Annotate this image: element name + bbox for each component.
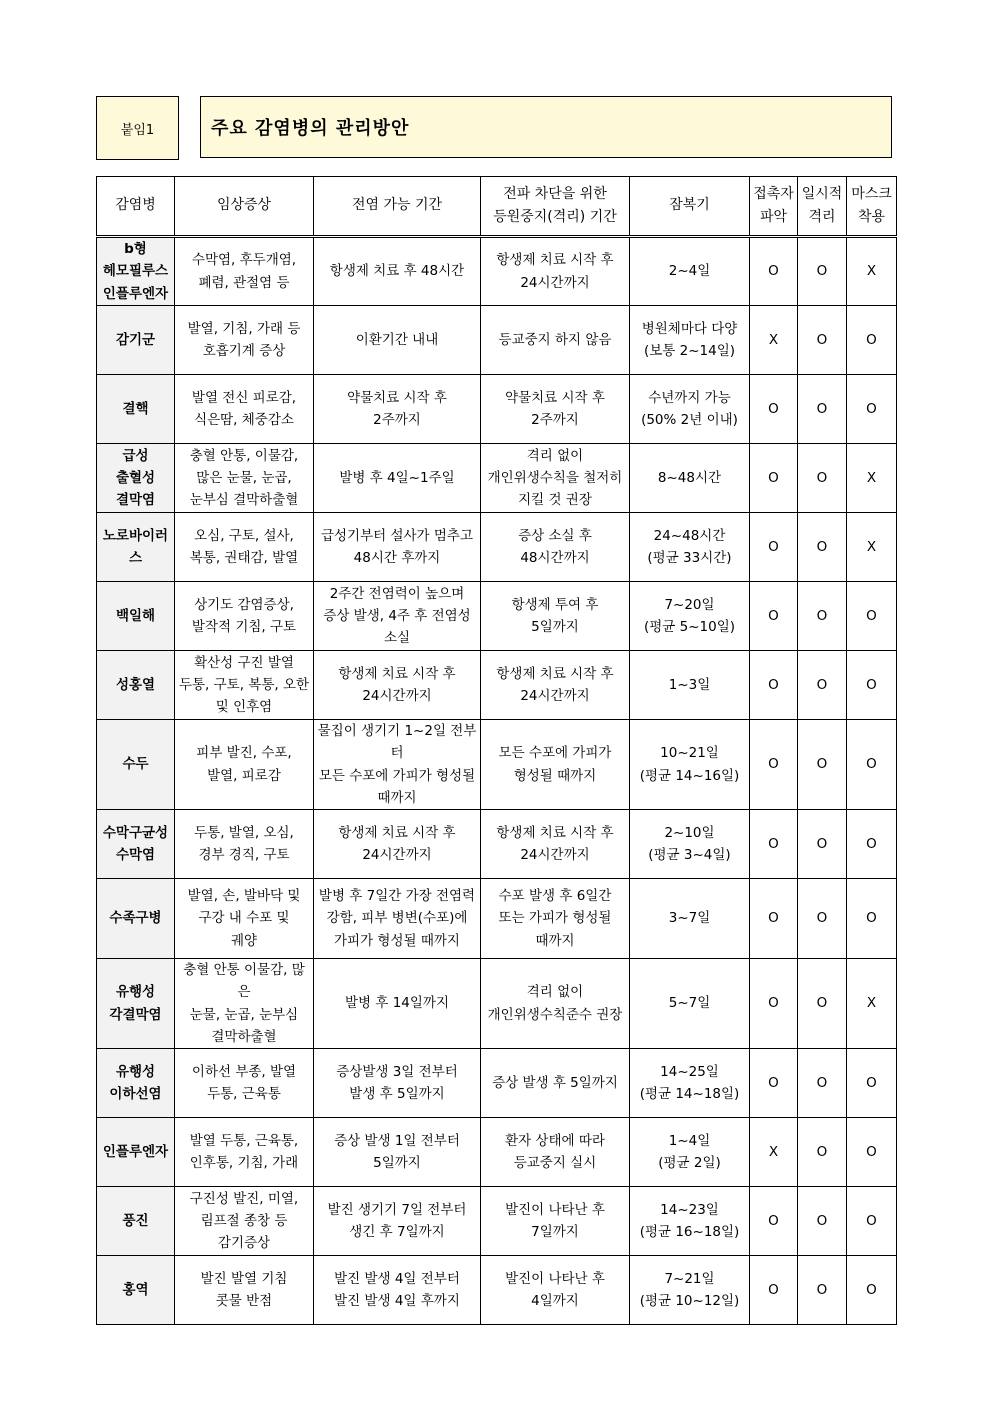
- isolation-mark: O: [798, 1187, 847, 1256]
- contact-tracing-mark: O: [750, 375, 798, 444]
- mask-mark: O: [847, 1256, 897, 1325]
- contact-tracing-mark: O: [750, 1049, 798, 1118]
- isolation-mark: O: [798, 1256, 847, 1325]
- table-row: [97, 1187, 897, 1256]
- symptoms-cell: 확산성 구진 발열 두통, 구토, 복통, 오한 및 인후염: [175, 651, 314, 720]
- contagious-period-cell: 항생제 치료 시작 후 24시간까지: [314, 651, 481, 720]
- isolation-mark: O: [798, 306, 847, 375]
- disease-name: 노로바이러 스: [97, 513, 175, 582]
- isolation-mark: O: [798, 375, 847, 444]
- isolation-mark: O: [798, 582, 847, 651]
- mask-mark: O: [847, 879, 897, 959]
- table-row: [97, 651, 897, 720]
- contagious-period-cell: 발병 후 7일간 가장 전염력 강함, 피부 병변(수포)에 가피가 형성될 때까지: [314, 879, 481, 959]
- exclusion-period-cell: 약물치료 시작 후 2주까지: [481, 375, 630, 444]
- table-row: [97, 513, 897, 582]
- symptoms-cell: 두통, 발열, 오심, 경부 경직, 구토: [175, 810, 314, 879]
- contact-tracing-mark: O: [750, 720, 798, 810]
- exclusion-period-cell: 증상 발생 후 5일까지: [481, 1049, 630, 1118]
- disease-name: 홍역: [97, 1256, 175, 1325]
- contact-tracing-mark: O: [750, 237, 798, 306]
- contact-tracing-mark: O: [750, 810, 798, 879]
- incubation-cell: 10~21일 (평균 14~16일): [630, 720, 750, 810]
- incubation-cell: 3~7일: [630, 879, 750, 959]
- symptoms-cell: 수막염, 후두개염, 폐렴, 관절염 등: [175, 237, 314, 306]
- table-row: [97, 879, 897, 959]
- symptoms-cell: 이하선 부종, 발열 두통, 근육통: [175, 1049, 314, 1118]
- disease-name: 감기군: [97, 306, 175, 375]
- contact-tracing-mark: O: [750, 513, 798, 582]
- contagious-period-cell: 약물치료 시작 후 2주까지: [314, 375, 481, 444]
- contact-tracing-mark: X: [750, 306, 798, 375]
- exclusion-period-cell: 등교중지 하지 않음: [481, 306, 630, 375]
- exclusion-period-cell: 격리 없이 개인위생수칙준수 권장: [481, 959, 630, 1049]
- contact-tracing-mark: O: [750, 879, 798, 959]
- exclusion-period-cell: 항생제 치료 시작 후 24시간까지: [481, 810, 630, 879]
- mask-mark: X: [847, 959, 897, 1049]
- exclusion-period-cell: 항생제 투여 후 5일까지: [481, 582, 630, 651]
- mask-mark: O: [847, 582, 897, 651]
- column-header: 임상증상: [175, 177, 314, 237]
- table-row: [97, 810, 897, 879]
- mask-mark: X: [847, 513, 897, 582]
- contagious-period-cell: 이환기간 내내: [314, 306, 481, 375]
- disease-name: 성홍열: [97, 651, 175, 720]
- contact-tracing-mark: O: [750, 651, 798, 720]
- disease-name: 인플루엔자: [97, 1118, 175, 1187]
- exclusion-period-cell: 항생제 치료 시작 후 24시간까지: [481, 237, 630, 306]
- disease-name: b형 헤모필루스 인플루엔자: [97, 237, 175, 306]
- symptoms-cell: 발열, 기침, 가래 등 호흡기계 증상: [175, 306, 314, 375]
- disease-name: 유행성 이하선염: [97, 1049, 175, 1118]
- contagious-period-cell: 항생제 치료 후 48시간: [314, 237, 481, 306]
- table-row: [97, 444, 897, 513]
- contact-tracing-mark: O: [750, 582, 798, 651]
- mask-mark: O: [847, 306, 897, 375]
- isolation-mark: O: [798, 1049, 847, 1118]
- isolation-mark: O: [798, 444, 847, 513]
- contact-tracing-mark: O: [750, 959, 798, 1049]
- symptoms-cell: 발열 두통, 근육통, 인후통, 기침, 가래: [175, 1118, 314, 1187]
- contact-tracing-mark: O: [750, 1187, 798, 1256]
- exclusion-period-cell: 발진이 나타난 후 4일까지: [481, 1256, 630, 1325]
- contagious-period-cell: 발병 후 4일~1주일: [314, 444, 481, 513]
- contact-tracing-mark: O: [750, 1256, 798, 1325]
- mask-mark: O: [847, 375, 897, 444]
- incubation-cell: 수년까지 가능 (50% 2년 이내): [630, 375, 750, 444]
- table-row: [97, 306, 897, 375]
- isolation-mark: O: [798, 651, 847, 720]
- table-row: [97, 375, 897, 444]
- header: [96, 96, 894, 160]
- symptoms-cell: 충혈 안통 이물감, 많은 눈물, 눈곱, 눈부심 결막하출혈: [175, 959, 314, 1049]
- incubation-cell: 1~4일 (평균 2일): [630, 1118, 750, 1187]
- disease-name: 수막구균성 수막염: [97, 810, 175, 879]
- symptoms-cell: 발진 발열 기침 콧물 반점: [175, 1256, 314, 1325]
- contagious-period-cell: 증상발생 3일 전부터 발생 후 5일까지: [314, 1049, 481, 1118]
- isolation-mark: O: [798, 1118, 847, 1187]
- contagious-period-cell: 2주간 전염력이 높으며 증상 발생, 4주 후 전염성 소실: [314, 582, 481, 651]
- incubation-cell: 24~48시간 (평균 33시간): [630, 513, 750, 582]
- symptoms-cell: 발열, 손, 발바닥 및 구강 내 수포 및 궤양: [175, 879, 314, 959]
- disease-name: 유행성 각결막염: [97, 959, 175, 1049]
- symptoms-cell: 구진성 발진, 미열, 림프절 종창 등 감기증상: [175, 1187, 314, 1256]
- table-row: [97, 720, 897, 810]
- mask-mark: O: [847, 810, 897, 879]
- table-row: [97, 237, 897, 306]
- disease-name: 풍진: [97, 1187, 175, 1256]
- symptoms-cell: 충혈 안통, 이물감, 많은 눈물, 눈곱, 눈부심 결막하출혈: [175, 444, 314, 513]
- page-title: 주요 감염병의 관리방안: [200, 96, 892, 158]
- table-header-row: [97, 177, 897, 237]
- isolation-mark: O: [798, 959, 847, 1049]
- exclusion-period-cell: 항생제 치료 시작 후 24시간까지: [481, 651, 630, 720]
- column-header: 전염 가능 기간: [314, 177, 481, 237]
- table-row: [97, 1118, 897, 1187]
- isolation-mark: O: [798, 720, 847, 810]
- disease-name: 급성 출혈성 결막염: [97, 444, 175, 513]
- symptoms-cell: 발열 전신 피로감, 식은땀, 체중감소: [175, 375, 314, 444]
- table-row: [97, 959, 897, 1049]
- isolation-mark: O: [798, 513, 847, 582]
- contact-tracing-mark: O: [750, 444, 798, 513]
- column-header: 전파 차단을 위한 등원중지(격리) 기간: [481, 177, 630, 237]
- incubation-cell: 8~48시간: [630, 444, 750, 513]
- mask-mark: O: [847, 651, 897, 720]
- exclusion-period-cell: 격리 없이 개인위생수칙을 철저히 지킬 것 권장: [481, 444, 630, 513]
- symptoms-cell: 오심, 구토, 설사, 복통, 권태감, 발열: [175, 513, 314, 582]
- table-row: [97, 1256, 897, 1325]
- contagious-period-cell: 발진 발생 4일 전부터 발진 발생 4일 후까지: [314, 1256, 481, 1325]
- column-header: 마스크 착용: [847, 177, 897, 237]
- mask-mark: O: [847, 1118, 897, 1187]
- exclusion-period-cell: 환자 상태에 따라 등교중지 실시: [481, 1118, 630, 1187]
- table-row: [97, 1049, 897, 1118]
- mask-mark: X: [847, 444, 897, 513]
- column-header: 감염병: [97, 177, 175, 237]
- disease-name: 백일해: [97, 582, 175, 651]
- incubation-cell: 14~23일 (평균 16~18일): [630, 1187, 750, 1256]
- isolation-mark: O: [798, 237, 847, 306]
- incubation-cell: 2~10일 (평균 3~4일): [630, 810, 750, 879]
- mask-mark: O: [847, 1187, 897, 1256]
- exclusion-period-cell: 발진이 나타난 후 7일까지: [481, 1187, 630, 1256]
- contagious-period-cell: 발병 후 14일까지: [314, 959, 481, 1049]
- symptoms-cell: 상기도 감염증상, 발작적 기침, 구토: [175, 582, 314, 651]
- table-row: [97, 582, 897, 651]
- disease-management-table: [96, 176, 897, 1325]
- column-header: 잠복기: [630, 177, 750, 237]
- column-header: 접촉자 파악: [750, 177, 798, 237]
- contagious-period-cell: 발진 생기기 7일 전부터 생긴 후 7일까지: [314, 1187, 481, 1256]
- mask-mark: O: [847, 720, 897, 810]
- contagious-period-cell: 증상 발생 1일 전부터 5일까지: [314, 1118, 481, 1187]
- attachment-tag: 붙임1: [96, 96, 179, 160]
- contagious-period-cell: 항생제 치료 시작 후 24시간까지: [314, 810, 481, 879]
- incubation-cell: 7~20일 (평균 5~10일): [630, 582, 750, 651]
- disease-name: 결핵: [97, 375, 175, 444]
- incubation-cell: 5~7일: [630, 959, 750, 1049]
- disease-name: 수두: [97, 720, 175, 810]
- incubation-cell: 14~25일 (평균 14~18일): [630, 1049, 750, 1118]
- mask-mark: X: [847, 237, 897, 306]
- incubation-cell: 7~21일 (평균 10~12일): [630, 1256, 750, 1325]
- exclusion-period-cell: 모든 수포에 가피가 형성될 때까지: [481, 720, 630, 810]
- contagious-period-cell: 물집이 생기기 1~2일 전부터 모든 수포에 가피가 형성될 때까지: [314, 720, 481, 810]
- contact-tracing-mark: X: [750, 1118, 798, 1187]
- isolation-mark: O: [798, 879, 847, 959]
- incubation-cell: 병원체마다 다양 (보통 2~14일): [630, 306, 750, 375]
- contagious-period-cell: 급성기부터 설사가 멈추고 48시간 후까지: [314, 513, 481, 582]
- exclusion-period-cell: 증상 소실 후 48시간까지: [481, 513, 630, 582]
- disease-name: 수족구병: [97, 879, 175, 959]
- symptoms-cell: 피부 발진, 수포, 발열, 피로감: [175, 720, 314, 810]
- exclusion-period-cell: 수포 발생 후 6일간 또는 가피가 형성될 때까지: [481, 879, 630, 959]
- isolation-mark: O: [798, 810, 847, 879]
- mask-mark: O: [847, 1049, 897, 1118]
- incubation-cell: 1~3일: [630, 651, 750, 720]
- column-header: 일시적 격리: [798, 177, 847, 237]
- incubation-cell: 2~4일: [630, 237, 750, 306]
